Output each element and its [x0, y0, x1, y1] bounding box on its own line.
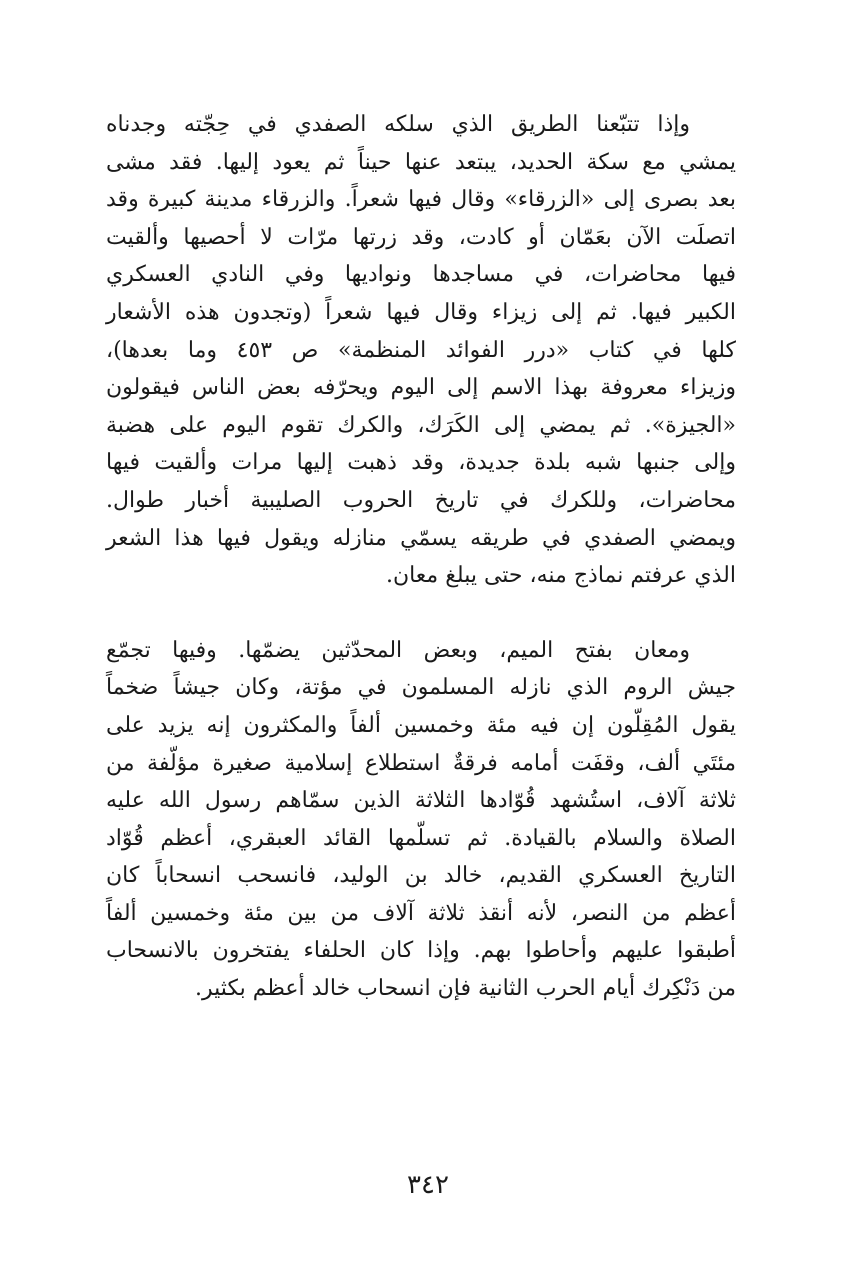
text-line: بعد بصرى إلى «الزرقاء» وقال فيها شعراً. والزرقاء مدينة كبيرة وقد [106, 187, 736, 213]
text-line: فيها محاضرات، في مساجدها ونواديها وفي النادي العسكري [106, 262, 736, 288]
paragraph-1 [106, 106, 736, 595]
page-number: ٣٤٢ [407, 1170, 449, 1200]
text-line: جيش الروم الذي نازله المسلمون في مؤتة، وكان جيشاً ضخماً [106, 675, 736, 701]
text-line: وإذا تتبّعنا الطريق الذي سلكه الصفدي في حِجّته وجدناه [106, 112, 690, 137]
text-line: محاضرات، وللكرك في تاريخ الحروب الصليبية أخبار طوال. [106, 487, 736, 513]
text-line: يمشي مع سكة الحديد، يبتعد عنها حيناً ثم يعود إليها. فقد مشى [106, 149, 736, 175]
paragraph-2 [106, 632, 736, 1008]
text-line: الصلاة والسلام بالقيادة. ثم تسلّمها القائد العبقري، أعظم قُوّاد [106, 825, 736, 851]
text-line: مئتَي ألف، وقفَت أمامه فرقةٌ استطلاع إسلامية صغيرة مؤلّفة من [106, 750, 736, 776]
text-line: من دَنْكِرك أيام الحرب الثانية فإن انسحاب خالد أعظم بكثير. [195, 976, 736, 1002]
text-line: وإلى جنبها شبه بلدة جديدة، وقد ذهبت إليها مرات وألقيت فيها [106, 450, 736, 476]
text-line: أعظم من النصر، لأنه أنقذ ثلاثة آلاف من بين مئة وخمسين ألفاً [106, 900, 736, 926]
text-line: ومعان بفتح الميم، وبعض المحدّثين يضمّها. وفيها تجمّع [106, 637, 690, 663]
text-line: الكبير فيها. ثم إلى زيزاء وقال فيها شعراً (وتجدون هذه الأشعار [106, 299, 736, 325]
text-line: ثلاثة آلاف، استُشهد قُوّادها الثلاثة الذين سمّاهم رسول الله عليه [106, 788, 736, 814]
text-line: الذي عرفتم نماذج منه، حتى يبلغ معان. [385, 563, 736, 589]
text-line: أطبقوا عليهم وأحاطوا بهم. وإذا كان الحلفاء يفتخرون بالانسحاب [106, 938, 736, 964]
text-line: اتصلَت الآن بعَمّان أو كادت، وقد زرتها مرّات لا أحصيها وألقيت [106, 224, 736, 250]
text-line: وزيزاء معروفة بهذا الاسم إلى اليوم ويحرّفه بعض الناس فيقولون [106, 375, 736, 401]
text-line: التاريخ العسكري القديم، خالد بن الوليد، فانسحب انسحاباً كان [106, 863, 736, 889]
text-line: كلها في كتاب «درر الفوائد المنظمة» ص ٤٥٣ وما بعدها)، [106, 337, 736, 363]
text-line: يقول المُقِلّون إن فيه مئة وخمسين ألفاً والمكثرون إنه يزيد على [106, 712, 736, 738]
page-body [106, 106, 736, 1008]
text-line: ويمضي الصفدي في طريقه يسمّي منازله ويقول فيها هذا الشعر [106, 525, 736, 551]
text-line: «الجيزة». ثم يمضي إلى الكَرَك، والكرك تقوم اليوم على هضبة [106, 412, 736, 438]
paragraph-spacer [106, 595, 736, 632]
